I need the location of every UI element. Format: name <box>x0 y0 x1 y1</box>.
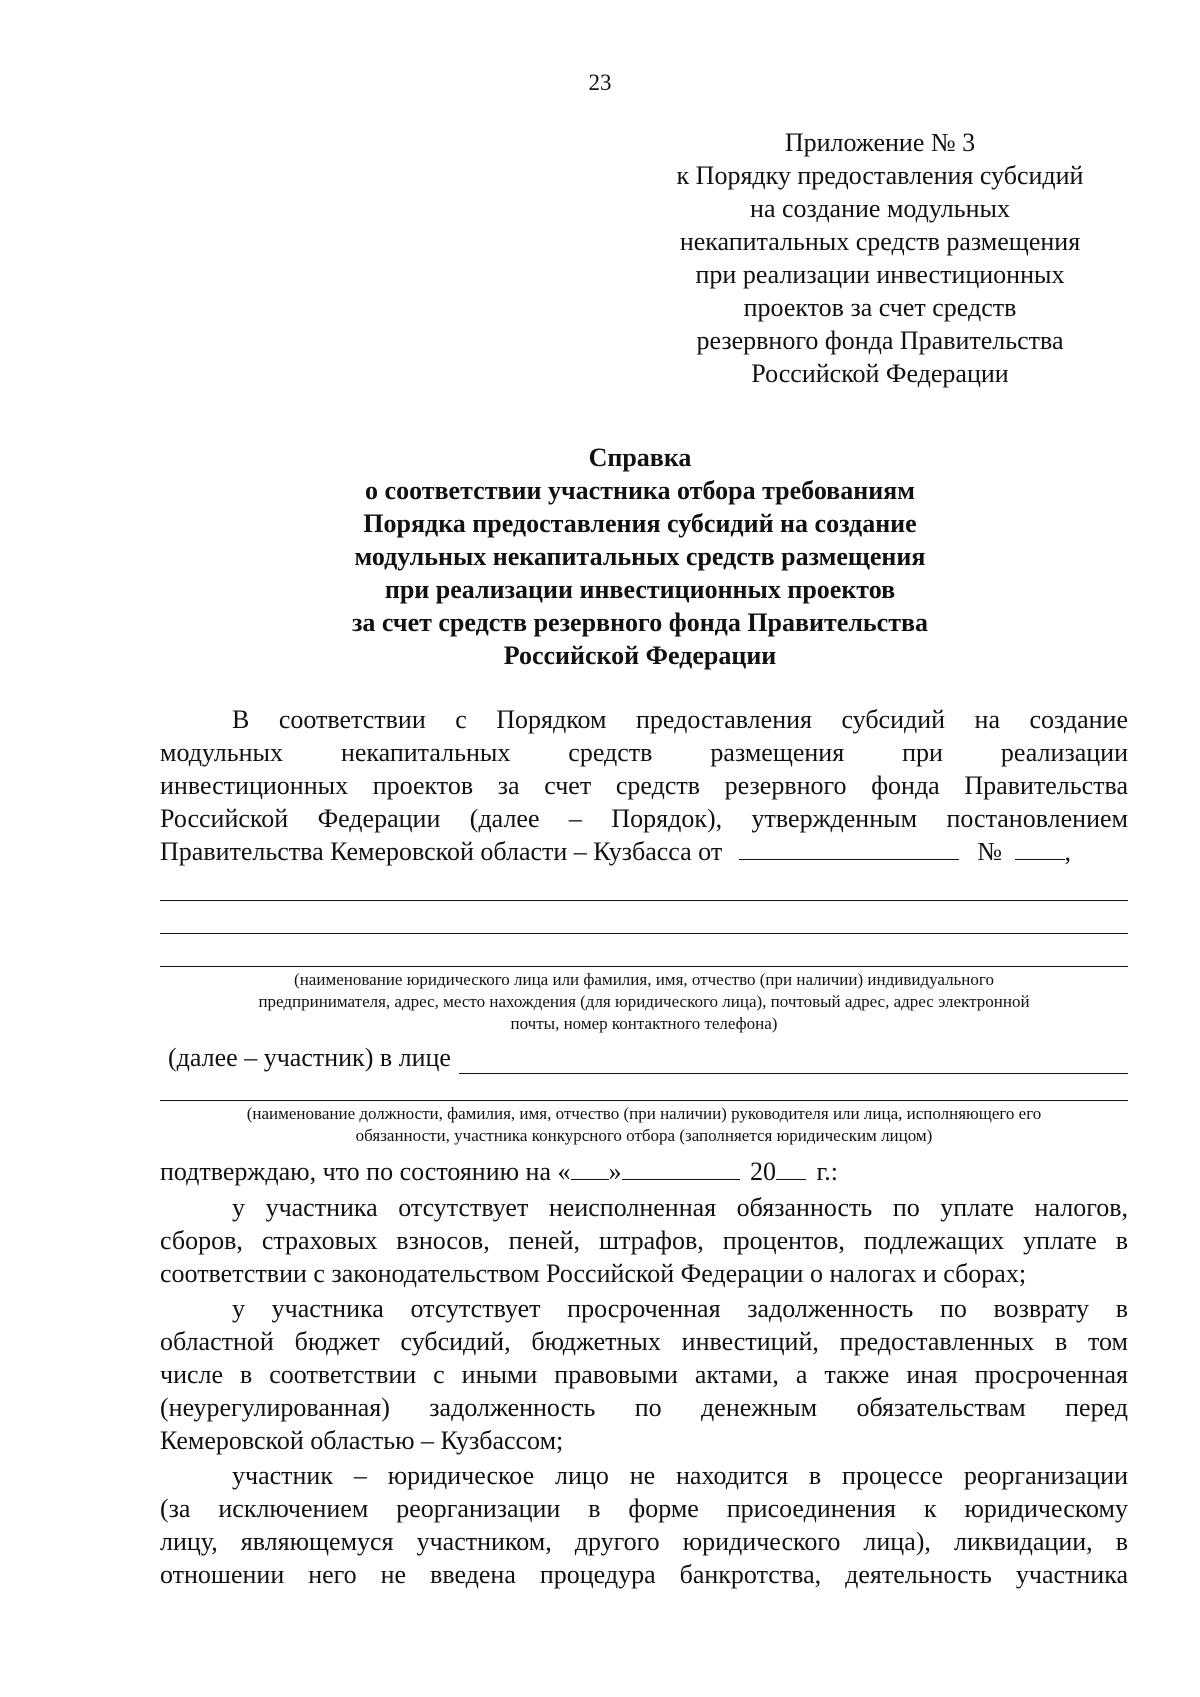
year-prefix: 20 <box>750 1157 777 1186</box>
paragraph-line: лицу, являющемуся участником, другого юридического лица), ликвидации, в <box>160 1527 1128 1556</box>
title-line: при реализации инвестиционных проектов <box>384 575 896 604</box>
page-number: 23 <box>588 70 612 95</box>
title-line: Российской Федерации <box>503 641 777 670</box>
paragraph-line: (неурегулированная) задолженность по денежным обязательствам перед <box>160 1393 1128 1422</box>
date-field[interactable] <box>739 837 959 860</box>
intro-line: В соответствии с Порядком предоставления субсидий на создание <box>232 705 1128 734</box>
appendix-line: некапитальных средств размещения <box>679 227 1081 256</box>
represented-by-label: (далее – участник) в лице <box>168 1043 451 1072</box>
paragraph-line: участник – юридическое лицо не находится в процессе реорганизации <box>232 1461 1128 1490</box>
paragraph-line: числе в соответствии с иными правовыми актами, а также иная просроченная <box>160 1360 1128 1389</box>
paragraph-line: у участника отсутствует просроченная задолженность по возврату в <box>232 1294 1128 1323</box>
intro-paragraph <box>160 703 1128 868</box>
paragraph-debts <box>160 1292 1128 1457</box>
confirm-line <box>160 1155 1128 1188</box>
title-line: о соответствии участника отбора требованиям <box>365 476 915 505</box>
paragraph-line: Кемеровской областью – Кузбассом; <box>160 1426 564 1455</box>
document-title <box>160 441 1120 672</box>
intro-last-text: Правительства Кемеровской области – Кузбасса от <box>160 837 723 866</box>
intro-comma: , <box>1064 837 1071 866</box>
head-name-field-line-2[interactable] <box>160 1074 1128 1101</box>
appendix-line: при реализации инвестиционных <box>695 260 1065 289</box>
paragraph-line: у участника отсутствует неисполненная обязанность по уплате налогов, <box>232 1193 1128 1222</box>
month-field[interactable] <box>622 1157 740 1180</box>
title-line: Порядка предоставления субсидий на создание <box>363 509 917 538</box>
participant-field-line-2[interactable] <box>160 901 1128 934</box>
appendix-line: резервного фонда Правительства <box>696 326 1064 355</box>
caption-line: обязанности, участника конкурсного отбора (заполняется юридическим лицом) <box>355 1126 933 1145</box>
paragraph-reorganization <box>160 1459 1128 1591</box>
head-name-field[interactable] <box>459 1047 1128 1074</box>
caption-line: (наименование должности, фамилия, имя, отчество (при наличии) руководителя или лица, исполняющего его <box>246 1104 1042 1123</box>
caption-line: (наименование юридического лица или фамилия, имя, отчество (при наличии) индивидуального <box>294 970 994 989</box>
document-body <box>160 703 1128 1591</box>
participant-field-line-1[interactable] <box>160 868 1128 901</box>
day-field[interactable] <box>571 1157 609 1180</box>
appendix-line: Приложение № 3 <box>784 128 976 157</box>
number-sign: № <box>977 837 1002 866</box>
number-field[interactable] <box>1015 837 1065 860</box>
appendix-line: на создание модульных <box>750 194 1010 223</box>
appendix-line: Российской Федерации <box>751 359 1009 388</box>
intro-line: Российской Федерации (далее – Порядок), утвержденным постановлением <box>160 804 1128 833</box>
year-field[interactable] <box>776 1157 806 1180</box>
appendix-line: проектов за счет средств <box>743 293 1017 322</box>
participant-field-line-3[interactable] <box>160 934 1128 967</box>
paragraph-line: сборов, страховых взносов, пеней, штрафов, процентов, подлежащих уплате в <box>160 1226 1128 1255</box>
caption-line: почты, номер контактного телефона) <box>510 1014 778 1033</box>
title-line: за счет средств резервного фонда Правительства <box>351 608 929 637</box>
paragraph-line: отношении него не введена процедура банкротства, деятельность участника <box>160 1560 1128 1589</box>
intro-line: модульных некапитальных средств размещения при реализации <box>160 738 1128 767</box>
participant-caption <box>160 969 1128 1035</box>
represented-by-row <box>160 1041 1128 1074</box>
paragraph-line: соответствии с законодательством Российской Федерации о налогах и сборах; <box>160 1259 1027 1288</box>
year-suffix: г.: <box>816 1157 838 1186</box>
caption-line: предпринимателя, адрес, место нахождения (для юридического лица), почтовый адрес, адрес электронной <box>258 992 1030 1011</box>
appendix-header <box>640 126 1120 390</box>
head-caption <box>160 1103 1128 1147</box>
paragraph-line: (за исключением реорганизации в форме присоединения к юридическому <box>160 1494 1128 1523</box>
confirm-text: подтверждаю, что по состоянию на « <box>160 1157 571 1186</box>
paragraph-line: областной бюджет субсидий, бюджетных инвестиций, предоставленных в том <box>160 1327 1128 1356</box>
title-line: модульных некапитальных средств размещения <box>354 542 926 571</box>
intro-line: инвестиционных проектов за счет средств резервного фонда Правительства <box>160 771 1128 800</box>
title-line: Справка <box>588 443 692 472</box>
quote-close: » <box>608 1157 622 1186</box>
intro-last-line <box>160 835 1128 868</box>
appendix-line: к Порядку предоставления субсидий <box>676 161 1084 190</box>
paragraph-taxes <box>160 1191 1128 1290</box>
